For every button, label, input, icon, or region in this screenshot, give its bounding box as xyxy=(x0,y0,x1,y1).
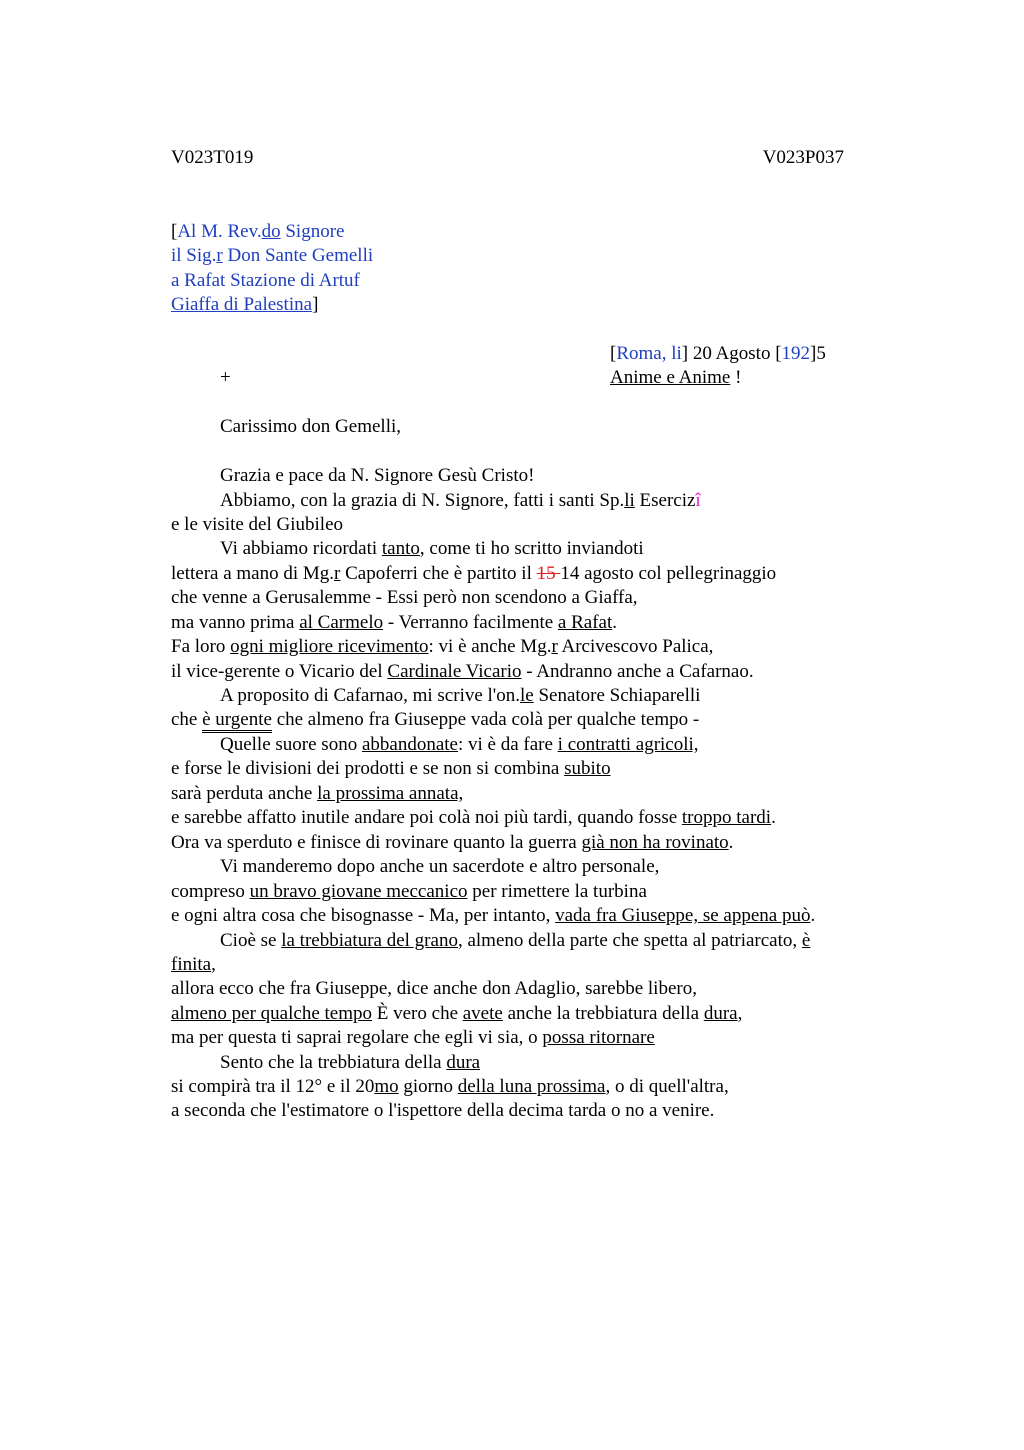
address-line-4: Giaffa di Palestina] xyxy=(171,294,319,315)
body-line-11: che è urgente che almeno fra Giuseppe vada colà per qualche tempo - xyxy=(171,708,699,732)
body-line-2: Abbiamo, con la grazia di N. Signore, fatti i santi Sp.li Esercizî xyxy=(220,490,701,511)
address-line-2: il Sig.r Don Sante Gemelli xyxy=(171,245,374,266)
body-line-23: almeno per qualche tempo È vero che avete anche la trebbiatura della dura, xyxy=(171,1003,743,1024)
body-line-27: a seconda che l'estimatore o l'ispettore della decima tarda o no a venire. xyxy=(171,1100,715,1121)
body-line-12: Quelle suore sono abbandonate: vi è da fare i contratti agricoli, xyxy=(220,734,699,755)
body-line-17: Vi manderemo dopo anche un sacerdote e altro personale, xyxy=(220,856,660,877)
document-code-right: V023P037 xyxy=(762,147,844,168)
body-line-24: ma per questa ti saprai regolare che egli vi sia, o possa ritornare xyxy=(171,1027,655,1048)
body-line-21: finita, xyxy=(171,954,216,975)
body-line-15: e sarebbe affatto inutile andare poi colà noi più tardi, quando fosse troppo tardi. xyxy=(171,807,776,828)
document-code-left: V023T019 xyxy=(171,147,254,168)
body-line-6: che venne a Gerusalemme - Essi però non scendono a Giaffa, xyxy=(171,587,638,608)
body-line-13: e forse le divisioni dei prodotti e se non si combina subito xyxy=(171,758,611,779)
body-line-20: Cioè se la trebbiatura del grano, almeno della parte che spetta al patriarcato, è xyxy=(220,930,811,951)
body-line-19: e ogni altra cosa che bisognasse - Ma, per intanto, vada fra Giuseppe, se appena può. xyxy=(171,905,816,926)
address-line-3: a Rafat Stazione di Artuf xyxy=(171,270,360,291)
body-line-8: Fa loro ogni migliore ricevimento: vi è anche Mg.r Arcivescovo Palica, xyxy=(171,636,714,657)
body-line-14: sarà perduta anche la prossima annata, xyxy=(171,783,464,804)
body-line-1: Grazia e pace da N. Signore Gesù Cristo! xyxy=(220,465,535,486)
body-line-25: Sento che la trebbiatura della dura xyxy=(220,1052,481,1073)
body-line-7: ma vanno prima al Carmelo - Verranno facilmente a Rafat. xyxy=(171,612,617,633)
body-line-22: allora ecco che fra Giuseppe, dice anche don Adaglio, sarebbe libero, xyxy=(171,978,697,999)
body-line-4: Vi abbiamo ricordati tanto, come ti ho scritto inviandoti xyxy=(220,538,644,559)
address-line-1: [Al M. Rev.do Signore xyxy=(171,221,345,242)
salutation: Carissimo don Gemelli, xyxy=(220,416,402,437)
body-line-26: si compirà tra il 12° e il 20mo giorno della luna prossima, o di quell'altra, xyxy=(171,1076,729,1097)
body-line-10: A proposito di Cafarnao, mi scrive l'on.le Senatore Schiaparelli xyxy=(220,685,701,706)
cross-mark: + xyxy=(220,367,231,388)
body-line-16: Ora va sperduto e finisce di rovinare quanto la guerra già non ha rovinato. xyxy=(171,832,734,853)
body-line-5: lettera a mano di Mg.r Capoferri che è partito il 15 14 agosto col pellegrinaggio xyxy=(171,563,777,584)
motto: Anime e Anime ! xyxy=(610,367,742,388)
dateline: [Roma, li] 20 Agosto [192]5 xyxy=(610,343,826,364)
body-line-18: compreso un bravo giovane meccanico per rimettere la turbina xyxy=(171,881,647,902)
body-line-9: il vice-gerente o Vicario del Cardinale Vicario - Andranno anche a Cafarnao. xyxy=(171,661,754,682)
body-line-3: e le visite del Giubileo xyxy=(171,514,344,535)
